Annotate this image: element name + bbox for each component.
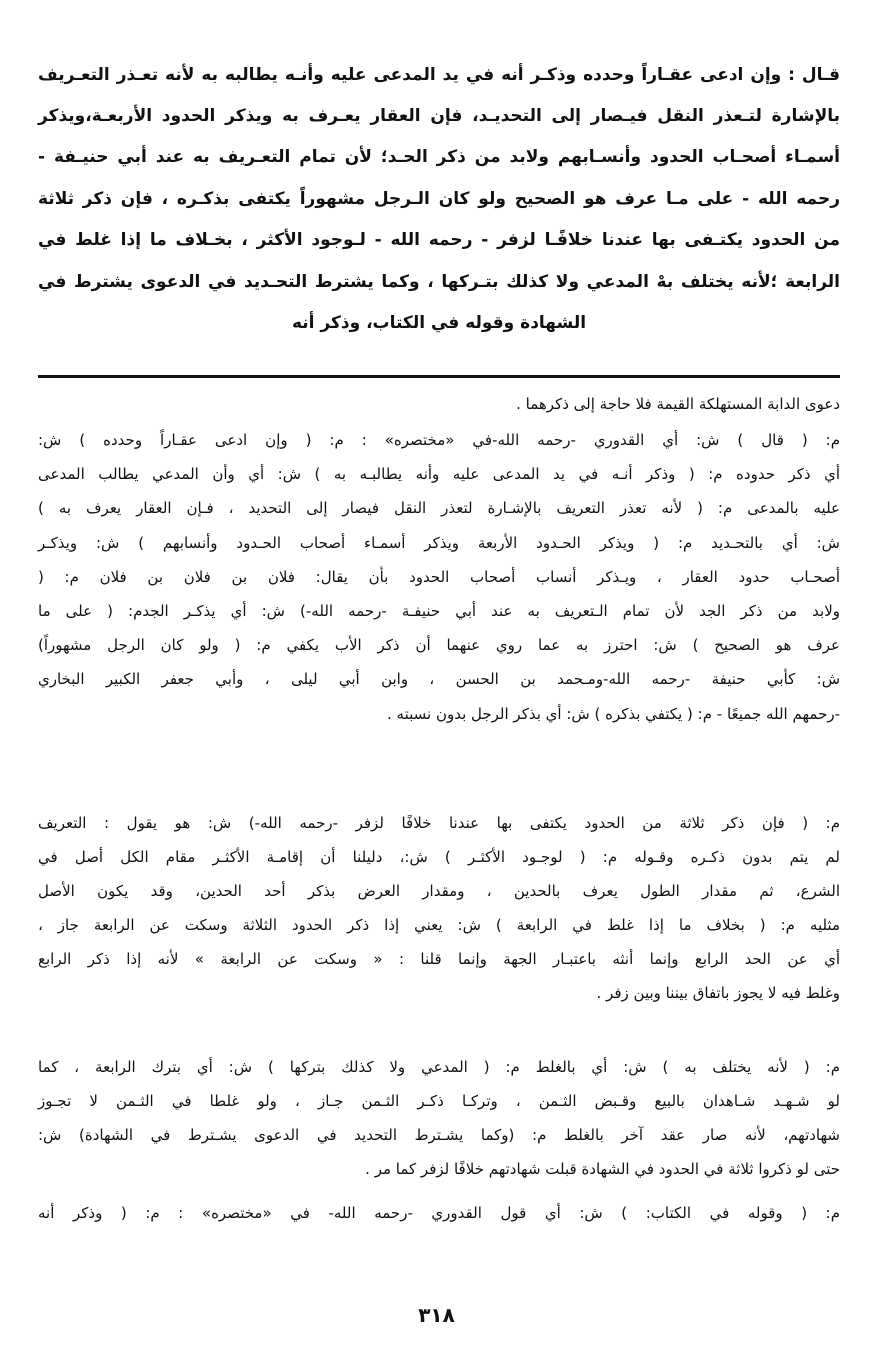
commentary-line: مثليه م: ( بخلاف ما إذا غلط في الرابعة ) ش: يعني إذا ذكر الحدود الثلاثة وسكت عن الرابعة جاز ، (38, 916, 840, 934)
commentary-line: وغلط فيه لا يجوز باتفاق بيننا وبين زفر . (596, 984, 840, 1002)
commentary-line: م: ( فإن ذكر ثلاثة من الحدود يكتفى بها عندنا خلافًا لزفر -رحمه الله-) ش: هو يقول : التعريف (38, 814, 840, 832)
commentary-line: حتى لو ذكروا ثلاثة في الحدود في الشهادة قبلت شهادتهم خلافًا لزفر كما مر . (365, 1160, 840, 1178)
commentary-line: لم يتم بدون ذكـره وقـوله م: ( لوجـود الأكثـر ) ش:، دليلنا أن إقامـة الأكثـر مقام الكل أصل في (38, 848, 840, 866)
commentary-line: م: ( لأنه يختلف به ) ش: أي بالغلط م: ( المدعي ولا كذلك بتركها ) ش: أي بترك الرابعة ، كما (38, 1058, 840, 1076)
main-line: بالإشارة لتـعذر النقل فيـصار إلى التحديـد، فإن العقار يعـرف به ويذكر الحدود الأربعـة،ويذكر (38, 106, 840, 126)
commentary-line: أي عن الحد الرابع وإنما أنثه باعتبـار الجهة وإنما قلنا : « وسكت عن الرابعة » لأنه إذا ذكر الرابع (38, 950, 840, 968)
commentary-line: أصحـاب حدود العقار ، ويـذكر أنساب أصحاب الحدود بأن يقال: فلان بن فلان بن فلان م: ( (38, 568, 840, 586)
commentary-line: ش: أي بالتحـديد م: ( ويذكر الحـدود الأربعة ويذكر أسمـاء أصحاب الحـدود وأنسابهم ) ش: ويذكـر (38, 534, 840, 552)
main-line: الرابعة ؛لأنه يختلف بهْ المدعي ولا كذلك بتـركها ، وكما يشترط التحـديد في الدعوى يشترط في (38, 272, 840, 292)
main-line: أسمـاء أصحـاب الحدود وأنسـابهم ولابد من ذكر الحـد؛ لأن تمام التعـريف به عند أبي حنيـفة - (38, 147, 840, 167)
main-line: الشهادة وقوله في الكتاب، وذكر أنه (291, 313, 587, 333)
commentary-line: م: ( قال ) ش: أي القدوري -رحمه الله-في «مختصره» : م: ( وإن ادعى عقـاراً وحدده ) ش: (38, 431, 840, 449)
main-line: قـال : وإن ادعى عقـاراً وحدده وذكـر أنه في يد المدعى عليه وأنـه يطالبه به لأنه تعـذر التعـريف (38, 65, 840, 85)
commentary-line: م: ( وقوله في الكتاب: ) ش: أي قول القدوري -رحمه الله- في «مختصره» : م: ( وذكر أنه (38, 1204, 840, 1222)
separator-rule (38, 375, 840, 378)
commentary-line: شهادتهم، لأنه صار عقد آخر بالغلط م: (وكما يشـترط التحديد في الدعوى يشـترط في الشهادة) ش: (38, 1126, 840, 1144)
main-line: من الحدود يكتـفى بها عندنا خلافًـا لزفر - رحمه الله - لـوجود الأكثر ، بخـلاف ما إذا غلط في (38, 230, 840, 250)
commentary-line: عرف هو الصحيح ) ش: احترز به عما روي عنهما أن ذكر الأب يكفي م: ( ولو كان الرجل مشهوراً) (38, 636, 840, 654)
footnote-line: دعوى الدابة المستهلكة القيمة فلا حاجة إلى ذكرهما . (516, 395, 840, 413)
page-number: ٣١٨ (418, 1303, 455, 1327)
commentary-line: عليه بالمدعى م: ( لأنه تعذر التعريف بالإشـارة لتعذر النقل فيصار إلى التحديد ، فـإن العقار يعرف به ) (38, 499, 840, 517)
commentary-line: الشرع، ثم مقدار الطول يعرف بالحدين ، ومقدار العرض بذكر أحد الحدين، وقد يكون الأصل (38, 882, 840, 900)
commentary-line: ولابد من ذكر الجد لأن تمام الـتعريف به عند أبي حنيفـة -رحمه الله-) ش: أي يذكـر الجدم: ( على ما (38, 602, 840, 620)
commentary-line: ش: كأبي حنيفة -رحمه الله-ومـحمد بن الحسن ، وابن أبي ليلى ، وأبي جعفر الكبير البخاري (38, 670, 840, 688)
commentary-line: لو شـهـد شـاهدان بالبيع وقـبض الثـمن ، وتركـا ذكـر الثـمن جـاز ، ولو غلطا في الثـمن لا تجـوز (38, 1092, 840, 1110)
commentary-line: -رحمهم الله جميعًا - م: ( يكتفي بذكره ) ش: أي بذكر الرجل بدون نسبته . (386, 705, 840, 723)
main-line: رحمه الله - على مـا عرف هو الصحيح ولو كان الـرجل مشهوراً يكتفى بذكـره ، فإن ذكر ثلاثة (38, 189, 840, 209)
commentary-line: أي ذكر حدوده م: ( وذكر أنـه في يد المدعى عليه وأنه يطالبـه به ) ش: أي وأن المدعي يطالب المدعى (38, 465, 840, 483)
